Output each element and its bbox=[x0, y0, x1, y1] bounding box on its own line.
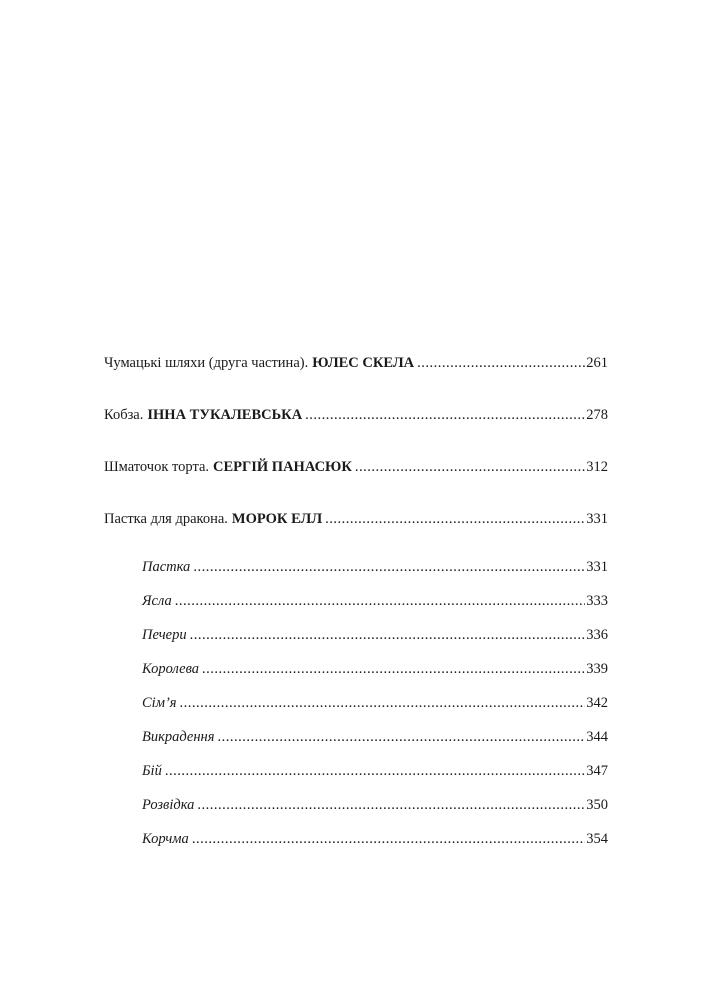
toc-subentry-title: Ясла bbox=[142, 593, 172, 609]
toc-subentry-title: Сім’я bbox=[142, 695, 177, 711]
toc-entry-page: 331 bbox=[586, 511, 608, 527]
toc-subentry bbox=[104, 626, 608, 644]
toc-entry-title: Кобза. bbox=[104, 407, 144, 423]
toc-entry bbox=[104, 510, 608, 528]
toc-entry-title: Пастка для дракона. bbox=[104, 511, 228, 527]
dot-leader bbox=[193, 558, 585, 576]
toc-entry bbox=[104, 406, 608, 424]
toc-subentry-page: 347 bbox=[586, 763, 608, 779]
toc-subentry-page: 333 bbox=[586, 593, 608, 609]
dot-leader bbox=[175, 592, 586, 610]
toc-entry-page: 278 bbox=[586, 407, 608, 423]
toc-subentry-page: 344 bbox=[586, 729, 608, 745]
toc-entry-author: ІННА ТУКАЛЕВСЬКА bbox=[147, 407, 303, 423]
toc-entry-page: 312 bbox=[586, 459, 608, 475]
toc-subentry bbox=[104, 694, 608, 712]
toc-subentry bbox=[104, 762, 608, 780]
dot-leader bbox=[325, 510, 585, 528]
dot-leader bbox=[197, 796, 585, 814]
toc-entry bbox=[104, 458, 608, 476]
toc-subentry-page: 354 bbox=[586, 831, 608, 847]
toc-subentry bbox=[104, 830, 608, 848]
toc-entry-author: ЮЛЕС СКЕЛА bbox=[312, 355, 415, 371]
toc-subentry-title: Королева bbox=[142, 661, 200, 677]
toc-subentry bbox=[104, 592, 608, 610]
toc-entry bbox=[104, 354, 608, 372]
dot-leader bbox=[180, 694, 586, 712]
toc-entry-author: СЕРГІЙ ПАНАСЮК bbox=[213, 459, 352, 475]
dot-leader bbox=[165, 762, 585, 780]
toc-subentry-title: Пастка bbox=[142, 559, 191, 575]
dot-leader bbox=[192, 830, 585, 848]
toc-subentry-title: Корчма bbox=[142, 831, 189, 847]
toc-entry-page: 261 bbox=[586, 355, 608, 371]
toc-subentry-page: 342 bbox=[586, 695, 608, 711]
dot-leader bbox=[417, 354, 585, 372]
dot-leader bbox=[355, 458, 585, 476]
toc-entry-author: МОРОК ЕЛЛ bbox=[231, 511, 323, 527]
toc-subentry bbox=[104, 558, 608, 576]
dot-leader bbox=[217, 728, 585, 746]
toc-subentry-page: 336 bbox=[586, 627, 608, 643]
toc-subentry bbox=[104, 660, 608, 678]
dot-leader bbox=[202, 660, 585, 678]
toc-subentry-title: Викрадення bbox=[142, 729, 215, 745]
toc-subentry bbox=[104, 728, 608, 746]
toc-entry-title: Шматочок торта. bbox=[104, 459, 210, 475]
dot-leader bbox=[305, 406, 585, 424]
toc-subentry-page: 350 bbox=[586, 797, 608, 813]
dot-leader bbox=[190, 626, 586, 644]
toc-subentry-title: Розвідка bbox=[142, 797, 195, 813]
toc-subentry-page: 339 bbox=[586, 661, 608, 677]
toc-subentry-page: 331 bbox=[586, 559, 608, 575]
toc-subentry bbox=[104, 796, 608, 814]
toc-subentry-title: Печери bbox=[142, 627, 187, 643]
toc-entry-title: Чумацькі шляхи (друга частина). bbox=[104, 355, 309, 371]
table-of-contents bbox=[104, 354, 608, 864]
toc-subentry-title: Бій bbox=[142, 763, 162, 779]
